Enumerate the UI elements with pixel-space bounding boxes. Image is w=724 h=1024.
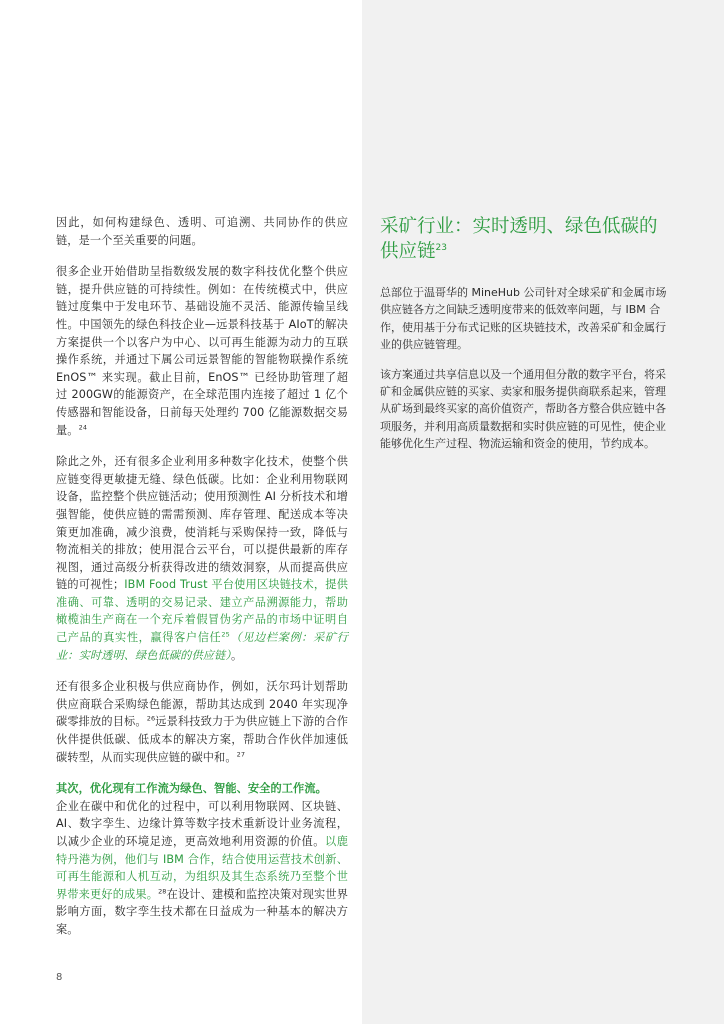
intro-paragraph xyxy=(56,214,348,249)
ibm-food-trust-highlight: IBM Food Trust 平台使用区块链技术，提供准确、可靠、透明的交易记录、建立产品溯源能力，帮助橄榄油生产商在一个充斥着假冒伪劣产品的市场中证明自己产品的真实性，赢得客户信任 xyxy=(56,578,348,645)
workflow-paragraph xyxy=(56,780,348,938)
footnote-ref: 23 xyxy=(435,242,447,253)
digital-tech-paragraph xyxy=(56,263,348,439)
rotterdam-highlight: 以鹿特丹港为例，他们与 IBM 合作，结合使用运营技术创新、可再生能源和人机互动，为组织及其生态系统乃至整个世界带来更好的成果。 xyxy=(56,835,348,901)
multi-tech-paragraph xyxy=(56,453,348,664)
workflow-text: 企业在碳中和优化的过程中，可以利用物联网、区块链、AI、数字孪生、边缘计算等数字技术重新设计业务流程，以减少企业的环境足迹，更高效地利用资源的价值。 xyxy=(56,799,348,848)
multi-tech-text: 除此之外，还有很多企业利用多种数字化技术，使整个供应链变得更敏捷无缝、绿色低碳。比如：企业利用物联网设备，监控整个供应链活动；使用预测性 AI 分析技术和增强智能，使供应链的需需预测、库存管理、配送成本等决策更加准确，减少浪费，使消耗与采购保持一致，降低与物流相关的排放；使用混合云平台，可以提供最新的库存视图，通过高级分析获得改进的绩效洞察，从而提高供应链的可视性； xyxy=(56,455,348,592)
footnote-ref: 24 xyxy=(78,422,88,431)
walmart-text: 还有很多企业积极与供应商协作，例如，沃尔玛计划帮助供应商联合采购绿色能源，帮助其达成到 2040 年实现净碳零排放的目标。 xyxy=(56,680,348,729)
sidebar-title-text: 采矿行业：实时透明、绿色低碳的供应链 xyxy=(380,216,658,262)
envision-text: 远景科技致力于为供应链上下游的合作伙伴提供低碳、低成本的解决方案，帮助合作伙伴加速低碳转型，从而实现供应链的碳中和。 xyxy=(56,715,348,764)
footnote-ref: 25 xyxy=(221,630,230,639)
workflow-heading: 其次，优化现有工作流为绿色、智能、安全的工作流。 xyxy=(56,782,327,796)
intro-text: 因此，如何构建绿色、透明、可追溯、共同协作的供应链，是一个至关重要的问题。 xyxy=(56,216,348,247)
sidebar-paragraph-1: 总部位于温哥华的 MineHub 公司针对全球采矿和金属市场供应链各方之间缺乏透明度带来的低效率问题，与 IBM 合作，使用基于分布式记账的区块链技术，改善采矿和金属行业的供应链管理。 xyxy=(380,286,667,352)
sidebar-title xyxy=(380,214,672,264)
sidebar-reference: （见边栏案例：采矿行业：实时透明、绿色低碳的供应链） xyxy=(56,631,348,662)
digital-tech-text: 很多企业开始借助呈指数级发展的数字科技优化整个供应链，提升供应链的可持续性。例如：在传统模式中，供应链过度集中于发电环节、基础设施不灵活、能源传输呈线性。中国领先的绿色科技企业—远景科技基于 AIoT的解决方案提供一个以客户为中心、以可再生能源为动力的互联操作系统，并通过下属公司远景智能的智能物联操作系统 EnOS™ 来实现。截止目前，EnOS™ 已经协助管理了超过 200GW的能源资产，在全球范围内连接了超过 1 亿个传感器和智能设备，日前每天处理约 700 亿能源数据交易量。 xyxy=(56,265,348,437)
footnote-ref: 27 xyxy=(236,749,246,758)
page-number: 8 xyxy=(56,972,63,983)
digital-twin-text: 在设计、建模和监控决策对现实世界影响方面，数字孪生技术都在日益成为一种基本的解决方案。 xyxy=(56,887,348,936)
supplier-collab-paragraph xyxy=(56,678,348,766)
sidebar-paragraph-2: 该方案通过共享信息以及一个通用但分散的数字平台，将采矿和金属供应链的买家、卖家和服务提供商联系起来，管理从矿场到最终买家的高价值资产，帮助各方整合供应链中各项服务，并利用高质量数据和实时供应链的可见性，使企业能够优化生产过程、物流运输和资金的使用，节约成本。 xyxy=(380,367,666,451)
sidebar-content xyxy=(380,214,672,465)
sidebar-panel xyxy=(362,0,724,1024)
period: 。 xyxy=(231,648,243,662)
footnote-ref: 26 xyxy=(146,714,156,723)
main-column xyxy=(56,214,348,953)
footnote-ref: 28 xyxy=(158,887,167,896)
